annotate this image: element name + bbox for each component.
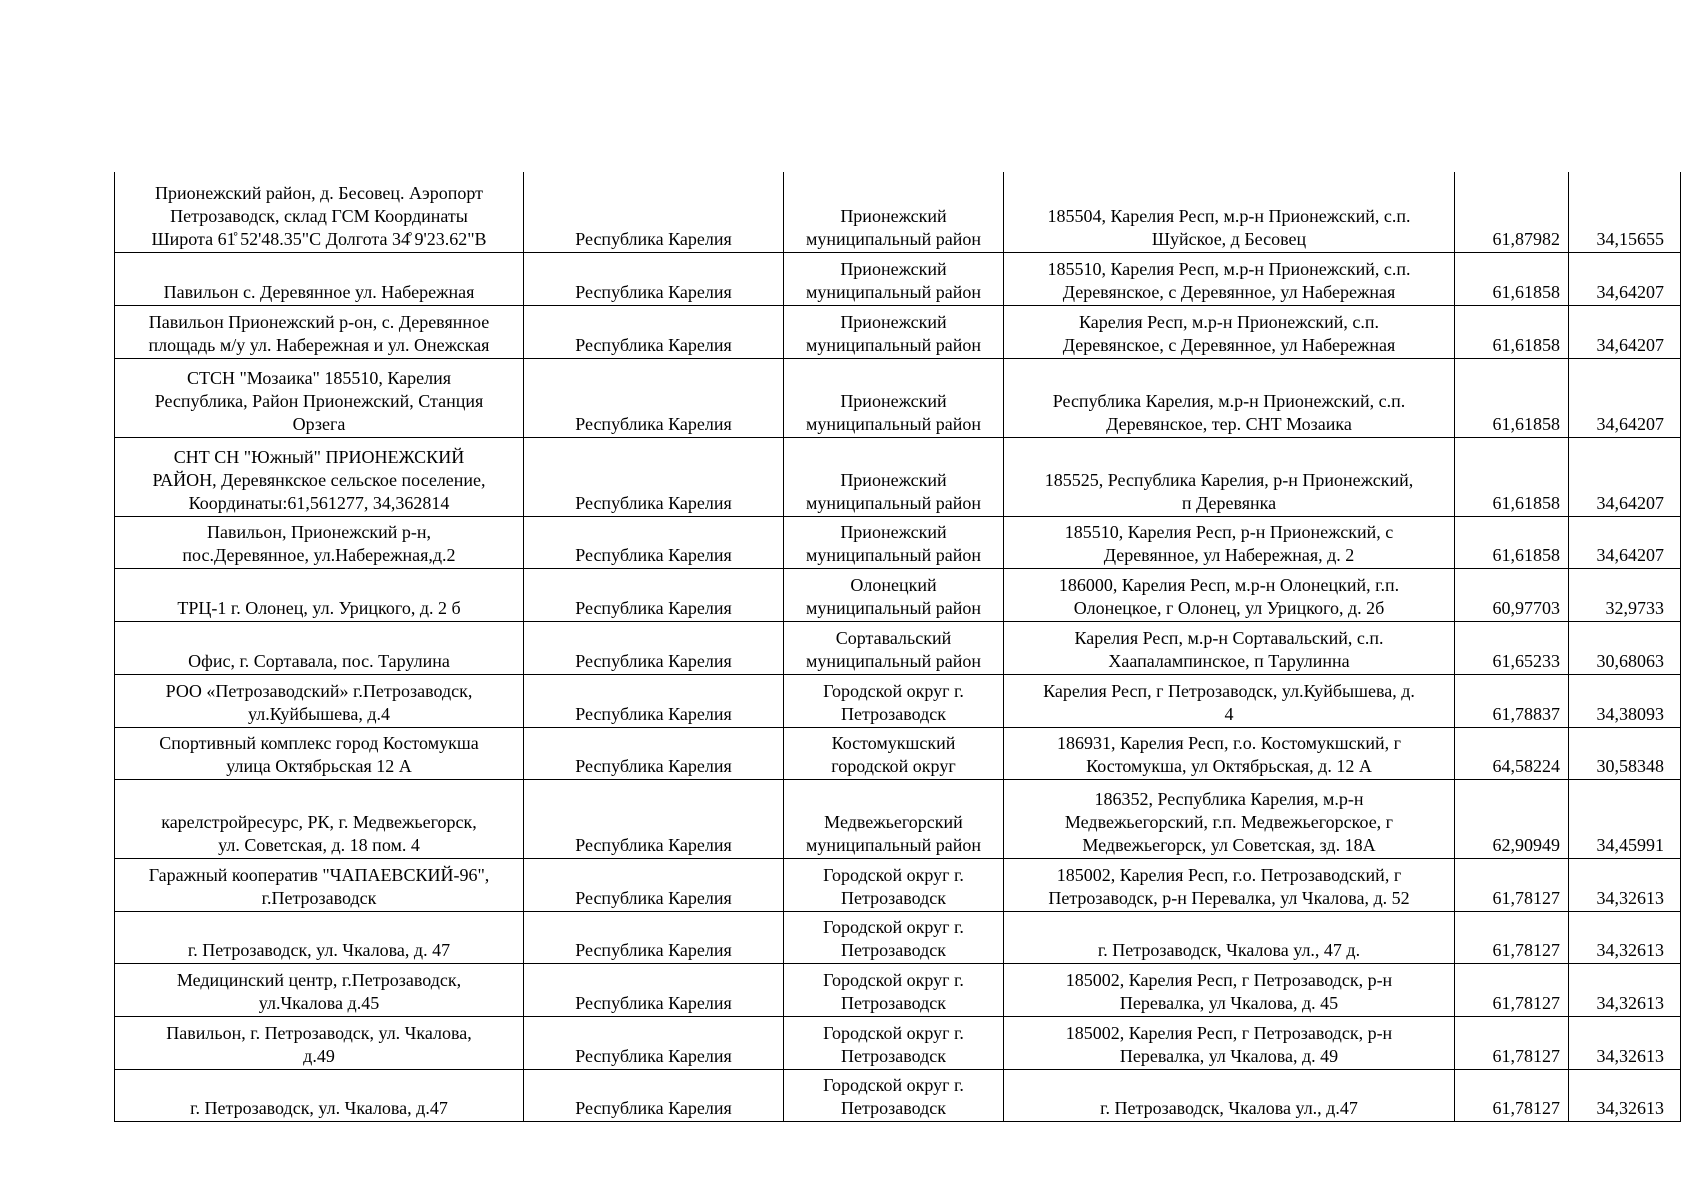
longitude: 34,64207 — [1569, 437, 1681, 516]
location-name: РОО «Петрозаводский» г.Петрозаводск, ул.Куйбышева, д.4 — [115, 674, 524, 727]
location-name: ТРЦ-1 г. Олонец, ул. Урицкого, д. 2 б — [115, 568, 524, 621]
address: 186352, Республика Карелия, м.р-н Медвежьегорский, г.п. Медвежьегорское, г Медвежьегорск, ул Советская, зд. 18А — [1004, 779, 1455, 858]
location-name: г. Петрозаводск, ул. Чкалова, д. 47 — [115, 911, 524, 963]
table-row — [115, 252, 1681, 305]
longitude: 34,32613 — [1569, 858, 1681, 911]
region: Республика Карелия — [524, 437, 784, 516]
table-row — [115, 568, 1681, 621]
municipality: Городской округ г. Петрозаводск — [784, 858, 1004, 911]
latitude: 61,61858 — [1455, 252, 1569, 305]
location-name: Прионежский район, д. Бесовец. Аэропорт Петрозаводск, склад ГСМ Координаты Широта 61̊ 52'48.35"С Долгота 34̊ 9'23.62"В — [115, 172, 524, 252]
address: Карелия Респ, м.р-н Прионежский, с.п. Деревянское, с Деревянное, ул Набережная — [1004, 305, 1455, 358]
region: Республика Карелия — [524, 305, 784, 358]
longitude: 34,64207 — [1569, 358, 1681, 437]
location-name: Павильон Прионежский р-он, с. Деревянное площадь м/у ул. Набережная и ул. Онежская — [115, 305, 524, 358]
table-row — [115, 963, 1681, 1016]
region: Республика Карелия — [524, 358, 784, 437]
municipality: Сортавальский муниципальный район — [784, 621, 1004, 674]
address: 186000, Карелия Респ, м.р-н Олонецкий, г.п. Олонецкое, г Олонец, ул Урицкого, д. 2б — [1004, 568, 1455, 621]
longitude: 34,45991 — [1569, 779, 1681, 858]
region: Республика Карелия — [524, 172, 784, 252]
latitude: 61,61858 — [1455, 516, 1569, 568]
table-row — [115, 1016, 1681, 1069]
latitude: 61,61858 — [1455, 437, 1569, 516]
municipality: Прионежский муниципальный район — [784, 516, 1004, 568]
address: 185510, Карелия Респ, м.р-н Прионежский, с.п. Деревянское, с Деревянное, ул Набережная — [1004, 252, 1455, 305]
latitude: 61,78837 — [1455, 674, 1569, 727]
table-row — [115, 305, 1681, 358]
latitude: 61,78127 — [1455, 1069, 1569, 1121]
table-row — [115, 1069, 1681, 1121]
municipality: Медвежьегорский муниципальный район — [784, 779, 1004, 858]
municipality: Костомукшский городской округ — [784, 727, 1004, 779]
region: Республика Карелия — [524, 858, 784, 911]
latitude: 61,87982 — [1455, 172, 1569, 252]
address: г. Петрозаводск, Чкалова ул., 47 д. — [1004, 911, 1455, 963]
location-name: Павильон, г. Петрозаводск, ул. Чкалова, д.49 — [115, 1016, 524, 1069]
location-name: СНТ СН "Южный" ПРИОНЕЖСКИЙ РАЙОН, Деревянкское сельское поселение, Координаты:61,561277, 34,362814 — [115, 437, 524, 516]
address: г. Петрозаводск, Чкалова ул., д.47 — [1004, 1069, 1455, 1121]
municipality: Прионежский муниципальный район — [784, 305, 1004, 358]
longitude: 34,32613 — [1569, 911, 1681, 963]
table-body — [115, 172, 1681, 1121]
longitude: 34,32613 — [1569, 1069, 1681, 1121]
municipality: Прионежский муниципальный район — [784, 252, 1004, 305]
municipality: Олонецкий муниципальный район — [784, 568, 1004, 621]
location-name: СТСН "Мозаика" 185510, Карелия Республика, Район Прионежский, Станция Орзега — [115, 358, 524, 437]
location-name: Офис, г. Сортавала, пос. Тарулина — [115, 621, 524, 674]
region: Республика Карелия — [524, 674, 784, 727]
region: Республика Карелия — [524, 727, 784, 779]
table-row — [115, 621, 1681, 674]
address: 186931, Карелия Респ, г.о. Костомукшский, г Костомукша, ул Октябрьская, д. 12 А — [1004, 727, 1455, 779]
latitude: 61,78127 — [1455, 963, 1569, 1016]
municipality: Прионежский муниципальный район — [784, 172, 1004, 252]
latitude: 61,78127 — [1455, 858, 1569, 911]
locations-table — [114, 172, 1681, 1122]
longitude: 34,15655 — [1569, 172, 1681, 252]
municipality: Городской округ г. Петрозаводск — [784, 911, 1004, 963]
location-name: Спортивный комплекс город Костомукша улица Октябрьская 12 А — [115, 727, 524, 779]
region: Республика Карелия — [524, 568, 784, 621]
address: Карелия Респ, г Петрозаводск, ул.Куйбышева, д. 4 — [1004, 674, 1455, 727]
longitude: 34,38093 — [1569, 674, 1681, 727]
longitude: 30,68063 — [1569, 621, 1681, 674]
address: Республика Карелия, м.р-н Прионежский, с.п. Деревянское, тер. СНТ Мозаика — [1004, 358, 1455, 437]
region: Республика Карелия — [524, 1016, 784, 1069]
table-row — [115, 437, 1681, 516]
location-name: г. Петрозаводск, ул. Чкалова, д.47 — [115, 1069, 524, 1121]
region: Республика Карелия — [524, 911, 784, 963]
municipality: Городской округ г. Петрозаводск — [784, 1069, 1004, 1121]
table-row — [115, 727, 1681, 779]
table-row — [115, 358, 1681, 437]
address: 185002, Карелия Респ, г Петрозаводск, р-н Перевалка, ул Чкалова, д. 45 — [1004, 963, 1455, 1016]
address: Карелия Респ, м.р-н Сортавальский, с.п. Хаапалампинское, п Тарулинна — [1004, 621, 1455, 674]
latitude: 64,58224 — [1455, 727, 1569, 779]
location-name: Медицинский центр, г.Петрозаводск, ул.Чкалова д.45 — [115, 963, 524, 1016]
latitude: 61,61858 — [1455, 305, 1569, 358]
location-name: Гаражный кооператив "ЧАПАЕВСКИЙ-96", г.Петрозаводск — [115, 858, 524, 911]
address: 185510, Карелия Респ, р-н Прионежский, с Деревянное, ул Набережная, д. 2 — [1004, 516, 1455, 568]
longitude: 30,58348 — [1569, 727, 1681, 779]
longitude: 34,32613 — [1569, 1016, 1681, 1069]
location-name: Павильон, Прионежский р-н, пос.Деревянное, ул.Набережная,д.2 — [115, 516, 524, 568]
region: Республика Карелия — [524, 779, 784, 858]
table-row — [115, 172, 1681, 252]
table-row — [115, 911, 1681, 963]
municipality: Городской округ г. Петрозаводск — [784, 963, 1004, 1016]
longitude: 34,64207 — [1569, 305, 1681, 358]
latitude: 61,61858 — [1455, 358, 1569, 437]
table-row — [115, 516, 1681, 568]
municipality: Прионежский муниципальный район — [784, 358, 1004, 437]
location-name: Павильон с. Деревянное ул. Набережная — [115, 252, 524, 305]
region: Республика Карелия — [524, 621, 784, 674]
region: Республика Карелия — [524, 1069, 784, 1121]
longitude: 34,64207 — [1569, 516, 1681, 568]
longitude: 34,64207 — [1569, 252, 1681, 305]
latitude: 61,65233 — [1455, 621, 1569, 674]
address: 185002, Карелия Респ, г.о. Петрозаводский, г Петрозаводск, р-н Перевалка, ул Чкалова, д. 52 — [1004, 858, 1455, 911]
latitude: 60,97703 — [1455, 568, 1569, 621]
address: 185525, Республика Карелия, р-н Прионежский, п Деревянка — [1004, 437, 1455, 516]
municipality: Городской округ г. Петрозаводск — [784, 1016, 1004, 1069]
table-row — [115, 858, 1681, 911]
longitude: 34,32613 — [1569, 963, 1681, 1016]
longitude: 32,9733 — [1569, 568, 1681, 621]
region: Республика Карелия — [524, 963, 784, 1016]
municipality: Прионежский муниципальный район — [784, 437, 1004, 516]
location-name: карелстройресурс, РК, г. Медвежьегорск, ул. Советская, д. 18 пом. 4 — [115, 779, 524, 858]
latitude: 61,78127 — [1455, 1016, 1569, 1069]
municipality: Городской округ г. Петрозаводск — [784, 674, 1004, 727]
table-row — [115, 779, 1681, 858]
latitude: 62,90949 — [1455, 779, 1569, 858]
table-row — [115, 674, 1681, 727]
region: Республика Карелия — [524, 252, 784, 305]
latitude: 61,78127 — [1455, 911, 1569, 963]
address: 185504, Карелия Респ, м.р-н Прионежский, с.п. Шуйское, д Бесовец — [1004, 172, 1455, 252]
region: Республика Карелия — [524, 516, 784, 568]
address: 185002, Карелия Респ, г Петрозаводск, р-н Перевалка, ул Чкалова, д. 49 — [1004, 1016, 1455, 1069]
